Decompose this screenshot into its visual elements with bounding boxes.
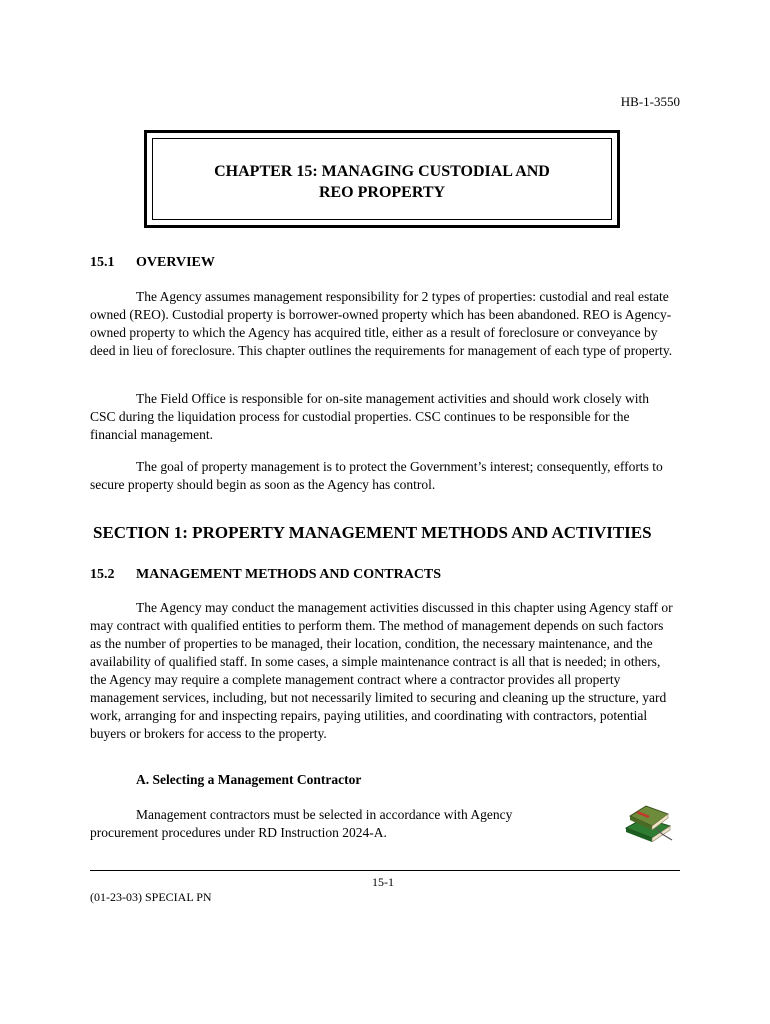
overview-paragraph-3: The goal of property management is to protect the Government’s interest; consequently, efforts to secure property should begin as soon as the Agency has control. — [90, 459, 663, 492]
section-number: 15.1 — [90, 255, 115, 270]
section-15-2-heading — [90, 567, 441, 583]
chapter-title-box — [144, 130, 620, 228]
chapter-title-line1: CHAPTER 15: MANAGING CUSTODIAL AND — [214, 163, 550, 180]
section-title: MANAGEMENT METHODS AND CONTRACTS — [136, 567, 442, 582]
methods-paragraph-1: The Agency may conduct the management activities discussed in this chapter using Agency staff or may contract with qualified entities to perform them. The method of management depends on such factors as the number of properties to be managed, their location, condition, the necessary maintenance, and the availability of qualified staff. In some cases, a simple maintenance contract is all that is needed; in others, the Agency may require a complete management contract where a contractor provides all property management services, including, but not necessarily limited to securing and cleaning up the structure, yard work, arranging for and inspecting repairs, paying utilities, and coordinating with contractors, potential buyers or brokers for access to the property. — [90, 600, 673, 741]
document-id: HB-1-3550 — [620, 94, 680, 109]
overview-paragraph-1: The Agency assumes management responsibility for 2 types of properties: custodial and real estate owned (REO). Custodial property is borrower-owned property which has been abandoned. REO is Agency-owned property to which the Agency has acquired title, either as a result of foreclosure or conveyance by deed in lieu of foreclosure. This chapter outlines the requirements for management of each type of property. — [90, 289, 673, 358]
section-15-1-heading — [90, 255, 215, 271]
section-title: OVERVIEW — [136, 255, 215, 270]
page-number: 15-1 — [372, 875, 394, 889]
footer-divider — [90, 870, 680, 871]
overview-paragraph-2: The Field Office is responsible for on-site management activities and should work closely with CSC during the liquidation process for custodial properties. CSC continues to be responsible for the financial management. — [90, 391, 650, 442]
section-1-heading: SECTION 1: PROPERTY MANAGEMENT METHODS AND ACTIVITIES — [93, 523, 652, 542]
book-icon — [622, 800, 674, 842]
subsection-a-heading: A. Selecting a Management Contractor — [136, 772, 362, 787]
footer-date-note: (01-23-03) SPECIAL PN — [90, 890, 212, 904]
section-number: 15.2 — [90, 567, 115, 582]
chapter-title — [147, 161, 617, 203]
chapter-title-line2: REO PROPERTY — [318, 184, 446, 201]
methods-paragraph-2: Management contractors must be selected in accordance with Agency procurement procedures under RD Instruction 2024-A. — [90, 807, 513, 840]
